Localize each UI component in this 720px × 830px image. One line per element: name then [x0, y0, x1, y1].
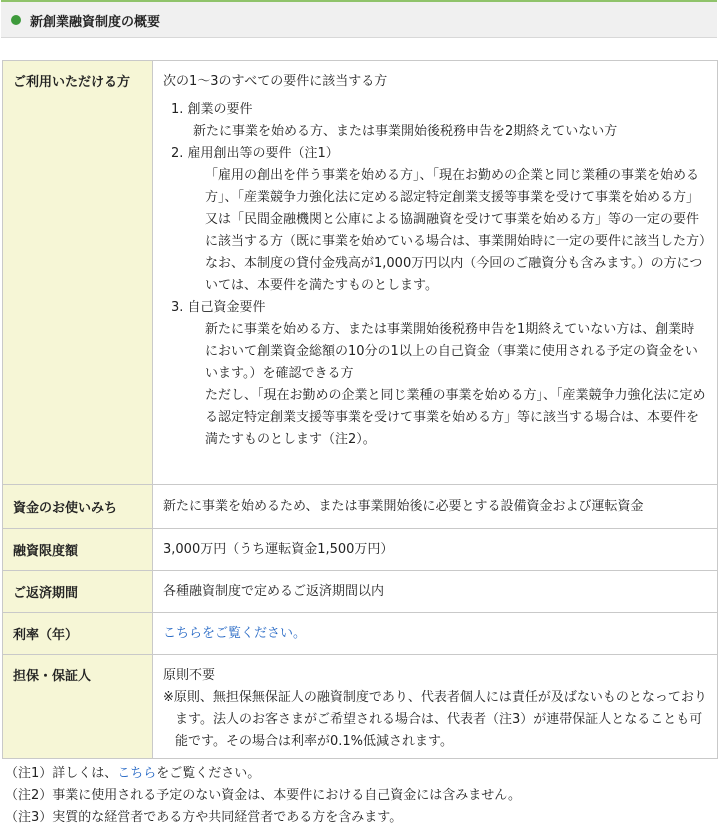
requirement-paragraph: 新たに事業を始める方、または事業開始後税務申告を1期終えていない方は、創業時において創業資金総額の10分の1以上の自己資金（事業に使用される予定の資金をいいます。）を確認できる方: [205, 322, 698, 381]
table-row: [3, 485, 718, 529]
requirement-title: 3. 自己資金要件: [171, 300, 266, 315]
row-label-period: ご返済期間: [3, 571, 153, 613]
rate-link[interactable]: こちらをご覧ください。: [163, 625, 307, 641]
footnote-1-prefix: （注1）詳しくは、: [5, 766, 118, 781]
list-item: [163, 99, 707, 143]
eligible-intro: 次の1～3のすべての要件に該当する方: [163, 74, 388, 89]
requirement-list: [163, 99, 713, 451]
requirement-body: [163, 319, 707, 451]
collateral-value: 原則不要: [163, 668, 216, 683]
section-header: [1, 0, 717, 38]
requirement-paragraph: 「雇用の創出を伴う事業を始める方」、「現在お勤めの企業と同じ業種の事業を始める方」、「産業競争力強化法に定める認定特定創業支援等事業を受けて事業を始める方」又は「民間金融機関と公庫による協調融資を受けて事業を始める方」等の一定の要件に該当する方（既に事業を始めている場合は、事業開始時に一定の要件に該当した方）: [205, 168, 713, 249]
bullet-dot-icon: [11, 15, 21, 25]
row-label-collateral: 担保・保証人: [3, 655, 153, 759]
list-item: [163, 143, 713, 297]
row-label-limit: 融資限度額: [3, 529, 153, 571]
requirement-body: 新たに事業を始める方、または事業開始後税務申告を2期終えていない方: [193, 124, 618, 139]
requirement-paragraph: ただし、「現在お勤めの企業と同じ業種の事業を始める方」、「産業競争力強化法に定める認定特定創業支援等事業を受けて事業を始める方」等に該当する場合は、本要件を満たすものとします（注2）。: [205, 388, 706, 447]
table-row: [3, 613, 718, 655]
row-value-rate: [153, 613, 718, 655]
row-label-eligible: ご利用いただける方: [3, 61, 153, 485]
row-value-limit: 3,000万円（うち運転資金1,500万円）: [153, 529, 718, 571]
table-row: [3, 571, 718, 613]
footnote-1: [5, 763, 521, 785]
table-row: [3, 61, 718, 485]
row-label-usage: 資金のお使いみち: [3, 485, 153, 529]
table-row: [3, 529, 718, 571]
requirement-title: 1. 創業の要件: [171, 102, 253, 117]
collateral-note: ※原則、無担保無保証人の融資制度であり、代表者個人には責任が及ばないものとなっております。法人のお客さまがご希望される場合は、代表者（注3）が連帯保証人となることも可能です。その場合は利率が0.1%低減されます。: [163, 690, 707, 749]
footnote-1-link[interactable]: こちら: [117, 766, 157, 781]
footnote-1-suffix: をご覧ください。: [156, 766, 261, 781]
requirement-title: 2. 雇用創出等の要件（注1）: [171, 146, 339, 161]
section-title: 新創業融資制度の概要: [30, 15, 161, 30]
footnote-3: （注3）実質的な経営者である方や共同経営者である方を含みます。: [5, 810, 403, 825]
row-label-rate: 利率（年）: [3, 613, 153, 655]
requirement-paragraph: なお、本制度の貸付金残高が1,000万円以内（今回のご融資分も含みます。）の方については、本要件を満たすものとします。: [205, 256, 703, 293]
row-value-collateral: [153, 655, 718, 759]
footnote-2: （注2）事業に使用される予定のない資金は、本要件における自己資金には含みません。: [5, 788, 522, 803]
row-value-eligible: [153, 61, 718, 485]
loan-overview-table: [2, 60, 718, 759]
table-row: [3, 655, 718, 759]
row-value-period: 各種融資制度で定めるご返済期間以内: [153, 571, 718, 613]
row-value-usage: 新たに事業を始めるため、または事業開始後に必要とする設備資金および運転資金: [153, 485, 718, 529]
list-item: [163, 297, 707, 451]
footnotes: [5, 763, 521, 829]
requirement-body: [163, 165, 713, 297]
